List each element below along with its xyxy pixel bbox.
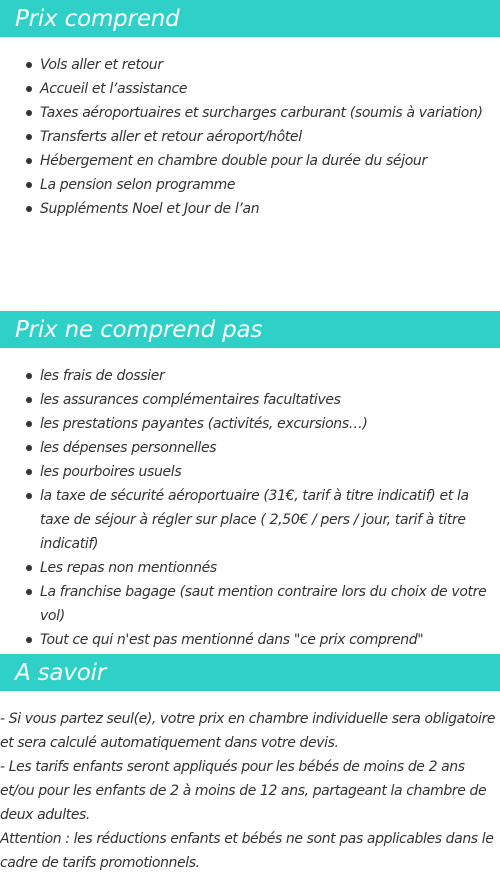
excluded-section-header [0,311,500,348]
excluded-list [0,364,500,652]
bullet-icon [26,565,32,571]
bullet-icon [26,110,32,116]
bullet-icon [26,445,32,451]
savoir-paragraph: - Les tarifs enfants seront appliqués pour les bébés de moins de 2 ans et/ou pour les enfants de 2 à moins de 12 ans, partageant la chambre de deux adultes. [0,759,487,823]
bullet-icon [26,493,32,499]
list-item: les frais de dossier [0,364,500,388]
list-item: La franchise bagage (saut mention contraire lors du choix de votre vol) [0,580,500,628]
savoir-section-header [0,654,500,691]
list-item: les prestations payantes (activités, excursions…) [0,412,500,436]
savoir-section-title: A savoir [15,659,107,686]
bullet-icon [26,158,32,164]
included-section-title: Prix comprend [15,5,180,32]
list-item: les pourboires usuels [0,460,500,484]
list-item: Tout ce qui n'est pas mentionné dans "ce prix comprend" [0,628,500,652]
list-item: La pension selon programme [0,173,500,197]
excluded-section-title: Prix ne comprend pas [15,316,263,343]
bullet-icon [26,637,32,643]
list-item: Vols aller et retour [0,53,500,77]
list-item: Taxes aéroportuaires et surcharges carburant (soumis à variation) [0,101,500,125]
list-item: Accueil et l’assistance [0,77,500,101]
bullet-icon [26,206,32,212]
list-item: Suppléments Noel et Jour de l’an [0,197,500,221]
bullet-icon [26,421,32,427]
bullet-icon [26,373,32,379]
included-section-header [0,0,500,37]
bullet-icon [26,469,32,475]
bullet-icon [26,86,32,92]
bullet-icon [26,134,32,140]
list-item: Hébergement en chambre double pour la durée du séjour [0,149,500,173]
list-item: les assurances complémentaires facultatives [0,388,500,412]
list-item: la taxe de sécurité aéroportuaire (31€, tarif à titre indicatif) et la taxe de séjour à régler sur place ( 2,50€ / pers / jour, tarif à titre indicatif) [0,484,500,556]
savoir-paragraph: Attention : les réductions enfants et bébés ne sont pas applicables dans le cadre de tarifs promotionnels. [0,831,494,871]
included-list [0,53,500,221]
savoir-paragraph: - Si vous partez seul(e), votre prix en chambre individuelle sera obligatoire et sera calculé automatiquement dans votre devis. [0,711,496,751]
bullet-icon [26,397,32,403]
bullet-icon [26,589,32,595]
list-item: Transferts aller et retour aéroport/hôtel [0,125,500,149]
savoir-body [0,707,500,875]
bullet-icon [26,62,32,68]
list-item: Les repas non mentionnés [0,556,500,580]
list-item: les dépenses personnelles [0,436,500,460]
bullet-icon [26,182,32,188]
